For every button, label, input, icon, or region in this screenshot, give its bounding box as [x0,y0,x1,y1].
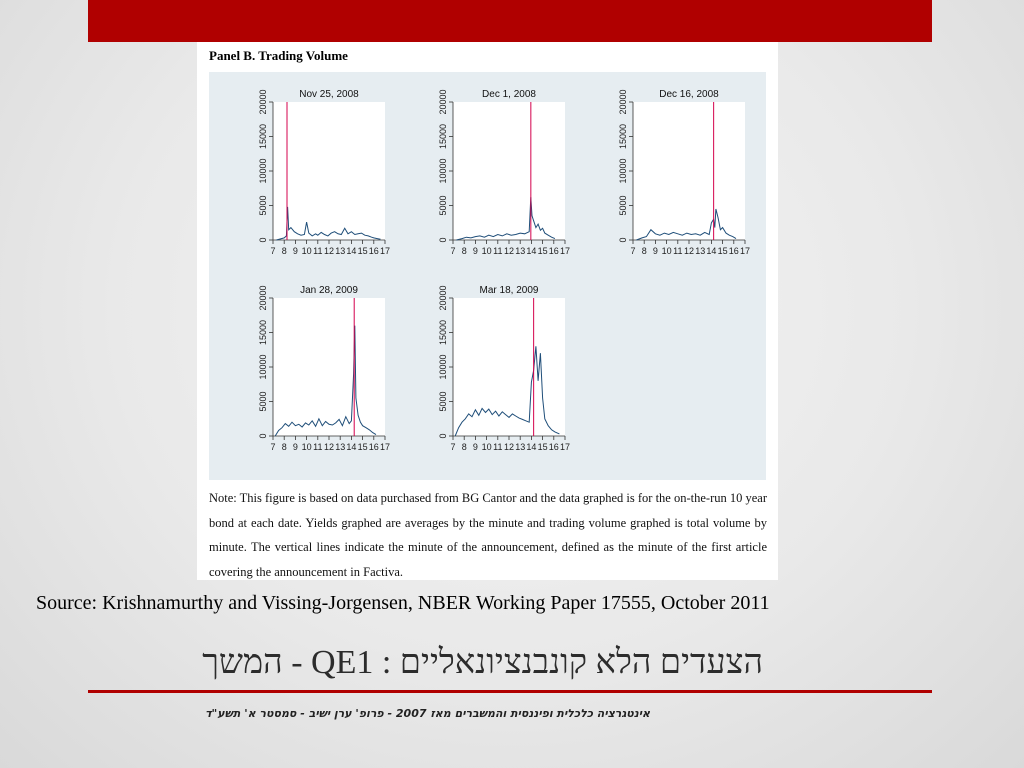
x-tick-label: 10 [301,442,312,452]
x-tick-label: 12 [503,246,515,256]
x-tick-label: 11 [313,246,323,256]
x-tick-label: 10 [661,246,672,256]
x-tick-label: 8 [461,442,467,452]
chart-mar-18-2009 [389,282,569,462]
x-tick-label: 9 [472,442,478,452]
x-tick-label: 15 [537,442,548,452]
panel-title: Panel B. Trading Volume [209,48,348,63]
chart-dec-1-2008 [389,86,569,266]
y-tick-label: 15000 [258,319,268,346]
x-tick-label: 14 [346,246,357,256]
x-tick-label: 8 [281,246,287,256]
y-tick-label: 5000 [438,391,448,412]
x-tick-label: 8 [461,246,467,256]
y-tick-label: 10000 [258,354,268,380]
x-tick-label: 15 [537,246,548,256]
y-tick-label: 15000 [438,319,448,346]
x-tick-label: 7 [450,246,456,256]
x-tick-label: 13 [515,246,526,256]
y-tick-label: 10000 [438,158,448,184]
plot-region [273,298,385,436]
y-tick-label: 20000 [438,285,448,311]
y-tick-label: 0 [438,433,448,439]
x-tick-label: 8 [641,246,647,256]
y-tick-label: 15000 [618,123,628,150]
x-tick-label: 9 [472,246,478,256]
y-tick-label: 20000 [618,89,628,115]
chart-title: Jan 28, 2009 [300,285,358,296]
x-tick-label: 16 [368,246,379,256]
x-tick-label: 13 [335,246,346,256]
x-tick-label: 7 [270,246,276,256]
plot-region [633,102,745,240]
y-tick-label: 0 [438,237,448,243]
x-tick-label: 17 [559,442,571,452]
x-tick-label: 9 [652,246,658,256]
chart-title: Mar 18, 2009 [479,285,539,296]
slide-title: הצעדים הלא קונבנציונאליים : QE1 - המשך [202,644,763,681]
plot-region [273,102,385,240]
x-tick-label: 13 [335,442,346,452]
y-tick-label: 10000 [618,158,628,184]
figure-image [197,42,778,580]
x-tick-label: 17 [379,246,391,256]
y-tick-label: 10000 [258,158,268,184]
y-tick-label: 0 [258,237,268,243]
x-tick-label: 10 [481,246,492,256]
x-tick-label: 13 [695,246,706,256]
chart-title: Dec 16, 2008 [659,89,719,100]
title-underline [88,690,932,693]
y-tick-label: 10000 [438,354,448,380]
top-accent-bar [88,0,932,42]
x-tick-label: 9 [292,442,298,452]
y-tick-label: 20000 [258,285,268,311]
chart-title: Nov 25, 2008 [299,89,359,100]
source-citation: Source: Krishnamurthy and Vissing-Jorgensen, NBER Working Paper 17555, October 2011 [36,592,770,614]
y-tick-label: 20000 [438,89,448,115]
x-tick-label: 16 [728,246,739,256]
y-tick-label: 5000 [258,391,268,412]
y-tick-label: 5000 [438,195,448,216]
y-tick-label: 0 [618,237,628,243]
x-tick-label: 17 [379,442,391,452]
x-tick-label: 12 [683,246,695,256]
x-tick-label: 10 [481,442,492,452]
chart-title: Dec 1, 2008 [482,89,536,100]
x-tick-label: 16 [548,246,559,256]
x-tick-label: 17 [739,246,751,256]
x-tick-label: 8 [281,442,287,452]
x-tick-label: 12 [323,442,335,452]
plot-area [209,72,766,480]
x-tick-label: 7 [450,442,456,452]
x-tick-label: 7 [270,442,276,452]
x-tick-label: 11 [493,442,503,452]
x-tick-label: 12 [503,442,515,452]
x-tick-label: 14 [526,442,537,452]
x-tick-label: 11 [313,442,323,452]
figure-note: Note: This figure is based on data purchased from BG Cantor and the data graphed is for the on-the-run 10 year bond at each date. Yields graphed are averages by the minute and trading volume graphed is total volume by minute. The vertical lines indicate the minute of the announcement, defined as the minute of the first article covering the announcement in Factiva. [209,491,767,579]
x-tick-label: 17 [559,246,571,256]
chart-dec-16-2008 [569,86,749,266]
y-tick-label: 5000 [618,195,628,216]
slide-footer: אינטגרציה כלכלית ופיננסית והמשברים מאז 2007 - פרופ' ערן ישיב - סמסטר א' תשע"ד [205,707,650,720]
x-tick-label: 7 [630,246,636,256]
y-tick-label: 5000 [258,195,268,216]
x-tick-label: 13 [515,442,526,452]
x-tick-label: 11 [673,246,683,256]
chart-jan-28-2009 [209,282,389,462]
chart-nov-25-2008 [209,86,389,266]
y-tick-label: 0 [258,433,268,439]
x-tick-label: 15 [717,246,728,256]
x-tick-label: 15 [357,442,368,452]
x-tick-label: 9 [292,246,298,256]
x-tick-label: 16 [368,442,379,452]
y-tick-label: 15000 [258,123,268,150]
x-tick-label: 15 [357,246,368,256]
x-tick-label: 14 [706,246,717,256]
x-tick-label: 11 [493,246,503,256]
x-tick-label: 10 [301,246,312,256]
x-tick-label: 14 [346,442,357,452]
plot-region [453,102,565,240]
y-tick-label: 20000 [258,89,268,115]
x-tick-label: 16 [548,442,559,452]
y-tick-label: 15000 [438,123,448,150]
x-tick-label: 14 [526,246,537,256]
x-tick-label: 12 [323,246,335,256]
